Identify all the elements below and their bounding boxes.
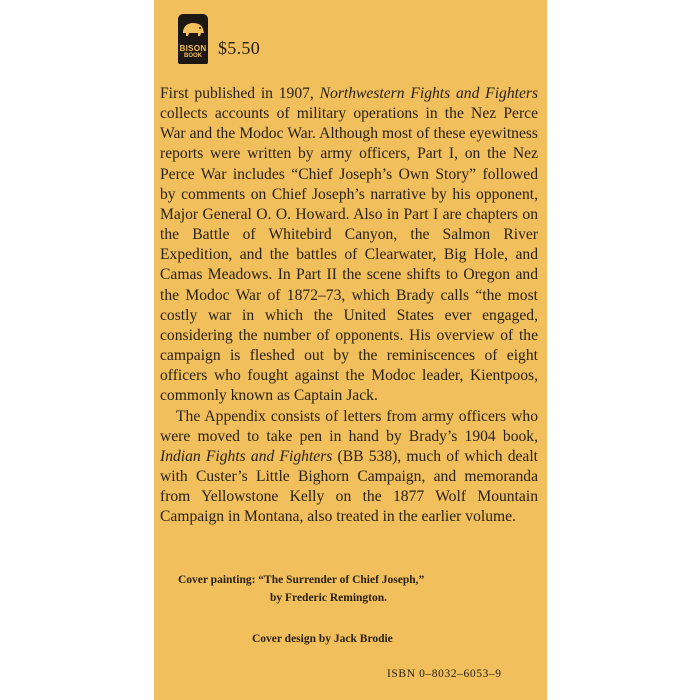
bison-icon — [180, 19, 206, 41]
cover-painting-credit-line-1: Cover painting: “The Surrender of Chief Joseph,” — [178, 574, 425, 586]
isbn: ISBN 0–8032–6053–9 — [387, 668, 502, 680]
logo-word-bison: BISON — [179, 44, 207, 53]
para1-segment: Northwestern Fights and Fighters — [319, 85, 539, 102]
cover-painting-credit — [178, 571, 424, 607]
back-cover — [154, 0, 547, 700]
para1-segment: First published in 1907, — [160, 85, 320, 102]
price: $5.50 — [218, 38, 260, 58]
para2-segment: The Appendix consists of letters from army officers who were moved to take pen in hand by Brady’s 1904 book, — [160, 407, 538, 445]
cover-design-credit: Cover design by Jack Brodie — [252, 633, 393, 645]
description-paragraph-1 — [160, 84, 538, 407]
para2-segment: Indian Fights and Fighters — [160, 447, 333, 465]
description-paragraph-2 — [160, 407, 538, 528]
para2-segment: (BB 538), much of which dealt with Custer’s Little Bighorn Campaign, and memoranda from Yellowstone Kelly on the 1877 Wolf Mountain Campaign in Montana, also treated in the earlier volume. — [160, 447, 538, 526]
bison-book-logo — [178, 14, 208, 64]
cover-painting-credit-line-2: by Frederic Remington. — [270, 592, 388, 604]
logo-word-book: BOOK — [184, 53, 202, 59]
description — [160, 84, 538, 527]
para1-segment: collects accounts of military operations in the Nez Perce War and the Modoc War. Although most of these eyewitness reports were written by army officers, Part I, on the Nez Perce War includes “Chief Joseph’s Own Story” followed by comments on Chief Joseph’s narrative by his opponent, Major General O. O. Howard. Also in Part I are chapters on the Battle of Whitebird Canyon, the Salmon River Expedition, and the battles of Clearwater, Big Hole, and Camas Meadows. In Part II the scene shifts to Oregon and the Modoc War of 1872–73, which Brady calls “the most costly war in which the United States ever engaged, considering the number of opponents. His overview of the campaign is fleshed out by the reminiscences of eight officers who fought against the Modoc leader, Kientpoos, commonly known as Captain Jack. — [160, 105, 538, 405]
